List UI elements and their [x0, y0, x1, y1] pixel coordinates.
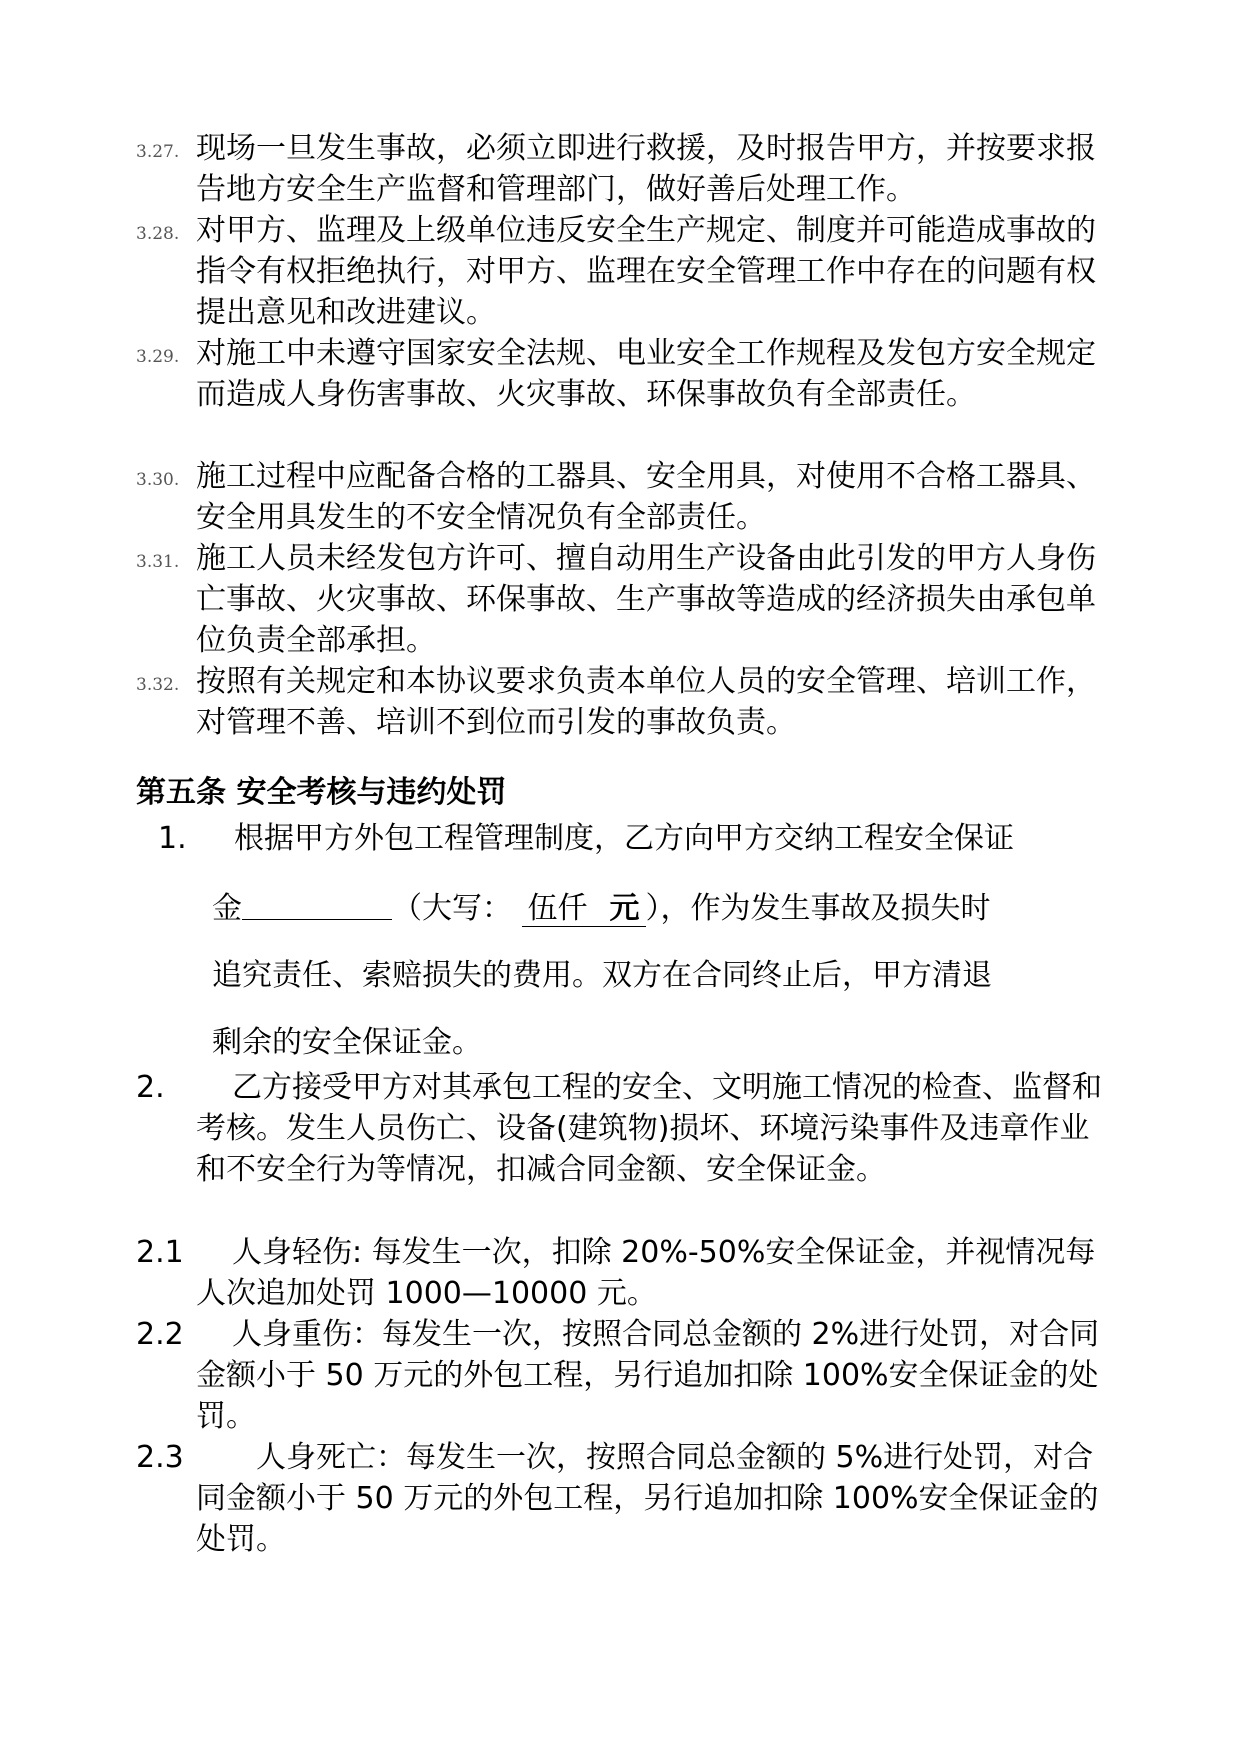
- deposit-amount-blank: [242, 889, 392, 920]
- deposit-line: [212, 888, 991, 929]
- item-number: 1.: [158, 821, 187, 856]
- deposit-prefix: 金: [212, 891, 242, 926]
- item-line-1: 根据甲方外包工程管理制度，乙方向甲方交纳工程安全保证: [234, 821, 1014, 856]
- clause-number: 3.29.: [136, 347, 180, 367]
- item-2: [136, 1067, 1116, 1190]
- item-text: 人身轻伤: 每发生一次，扣除 20%-50%安全保证金，并视情况每人次追加处罚 1000—10000 元。: [196, 1235, 1096, 1311]
- item-text: 人身死亡：每发生一次，按照合同总金额的 5%进行处罚，对合同金额小于 50 万元的外包工程，另行追加扣除 100%安全保证金的处罚。: [196, 1440, 1099, 1557]
- deposit-amount-written: [522, 891, 646, 927]
- section-heading: 第五条 安全考核与违约处罚: [136, 775, 507, 810]
- clause-text: 施工过程中应配备合格的工器具、安全用具，对使用不合格工器具、安全用具发生的不安全情况负有全部责任。: [196, 459, 1096, 535]
- item-number: 2.1: [136, 1235, 184, 1270]
- amount-unit: 元: [609, 891, 640, 926]
- clause-number: 3.27.: [136, 142, 180, 162]
- item-text: 乙方接受甲方对其承包工程的安全、文明施工情况的检查、监督和考核。发生人员伤亡、设备(建筑物)损坏、环境污染事件及违章作业和不安全行为等情况，扣减合同金额、安全保证金。: [196, 1070, 1102, 1187]
- clause-text: 对甲方、监理及上级单位违反安全生产规定、制度并可能造成事故的指令有权拒绝执行，对甲方、监理在安全管理工作中存在的问题有权提出意见和改进建议。: [196, 213, 1096, 330]
- clause-3-32: [136, 661, 1096, 743]
- clause-text: 按照有关规定和本协议要求负责本单位人员的安全管理、培训工作，对管理不善、培训不到位而引发的事故负责。: [196, 664, 1096, 740]
- item-1: [158, 818, 1118, 859]
- clause-3-29: [136, 333, 1096, 415]
- deposit-suffix: ），作为发生事故及损失时: [645, 891, 991, 926]
- clause-3-27: [136, 128, 1096, 210]
- item-2-1: [136, 1232, 1116, 1314]
- clause-text: 施工人员未经发包方许可、擅自动用生产设备由此引发的甲方人身伤亡事故、火灾事故、环保事故、生产事故等造成的经济损失由承包单位负责全部承担。: [196, 541, 1096, 658]
- item-number: 2.2: [136, 1317, 184, 1352]
- amount-text: 伍仟: [527, 891, 588, 926]
- clause-3-30: [136, 456, 1096, 538]
- clause-3-31: [136, 538, 1096, 661]
- item-2-3: [136, 1437, 1116, 1560]
- item-number: 2.3: [136, 1440, 184, 1475]
- item-1-line-3: 追究责任、索赔损失的费用。双方在合同终止后，甲方清退: [212, 958, 992, 993]
- clause-3-28: [136, 210, 1096, 333]
- clause-number: 3.32.: [136, 675, 180, 695]
- clause-number: 3.30.: [136, 470, 180, 490]
- item-number: 2.: [136, 1070, 165, 1105]
- clause-number: 3.31.: [136, 552, 180, 572]
- item-2-2: [136, 1314, 1116, 1437]
- item-text: 人身重伤：每发生一次，按照合同总金额的 2%进行处罚，对合同金额小于 50 万元的外包工程，另行追加扣除 100%安全保证金的处罚。: [196, 1317, 1100, 1434]
- clause-number: 3.28.: [136, 224, 180, 244]
- deposit-mid: （大写：: [392, 891, 512, 926]
- item-1-line-4: 剩余的安全保证金。: [212, 1025, 482, 1060]
- clause-text: 对施工中未遵守国家安全法规、电业安全工作规程及发包方安全规定而造成人身伤害事故、火灾事故、环保事故负有全部责任。: [196, 336, 1096, 412]
- clause-text: 现场一旦发生事故，必须立即进行救援，及时报告甲方，并按要求报告地方安全生产监督和管理部门，做好善后处理工作。: [196, 131, 1096, 207]
